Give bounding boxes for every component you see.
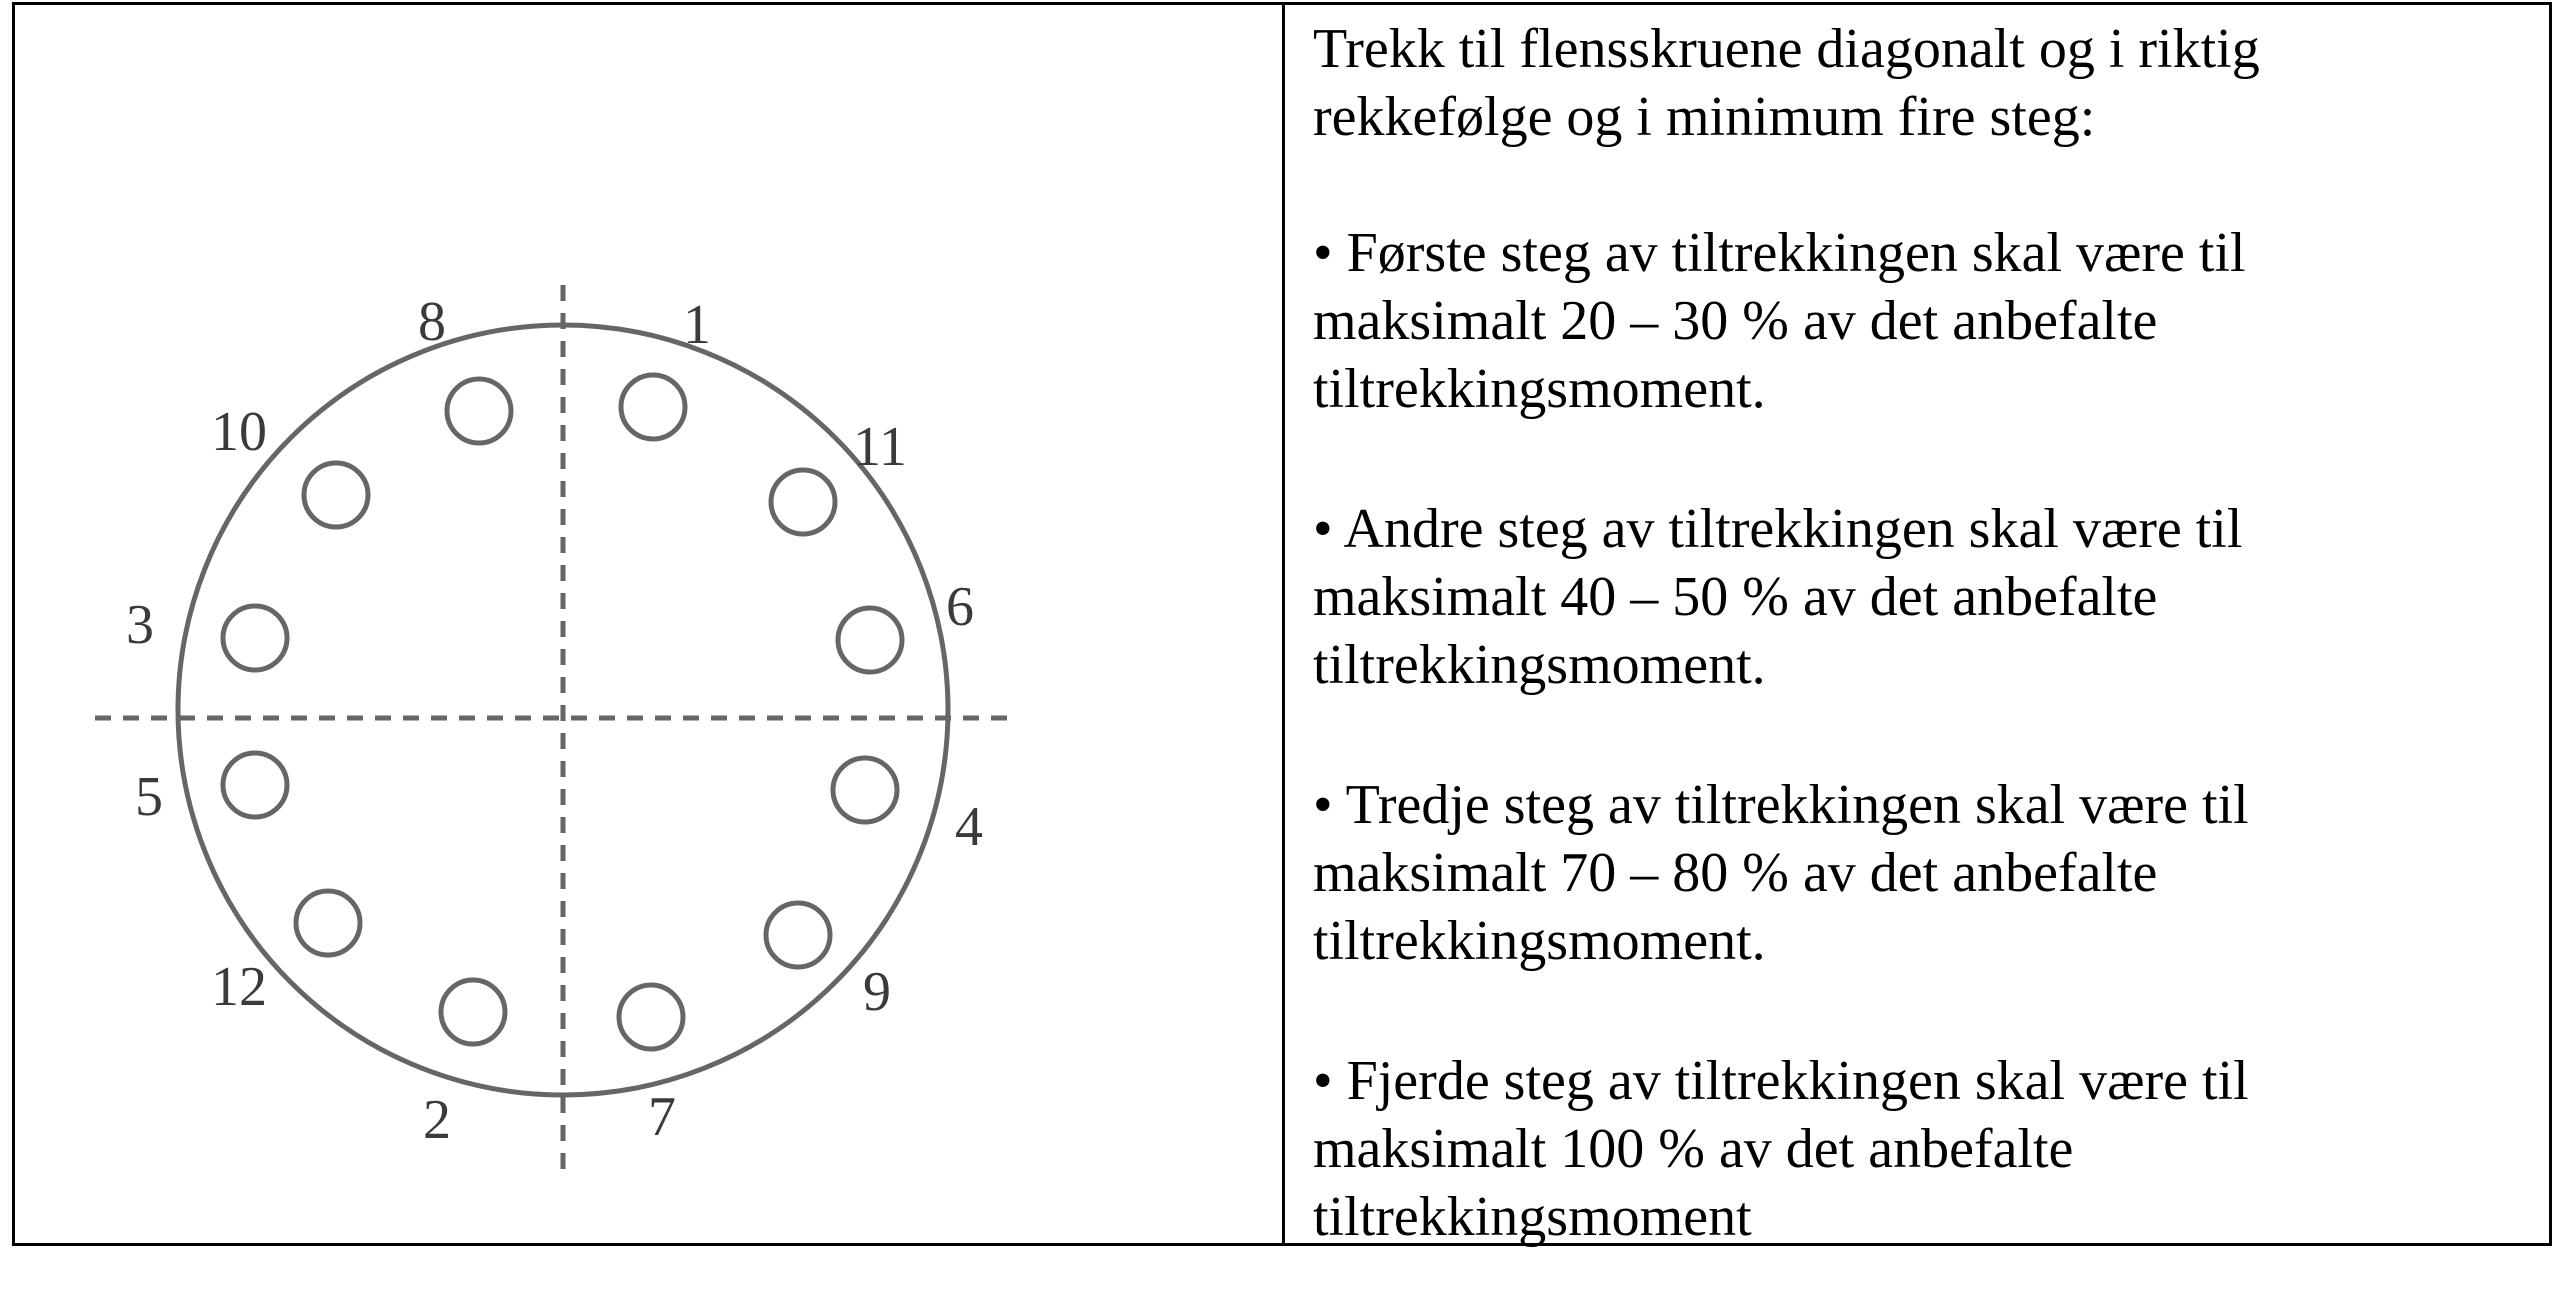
flange-bolt-diagram xyxy=(43,285,1023,1175)
bolt-label-3: 3 xyxy=(126,594,154,656)
instruction-table xyxy=(12,2,2552,1246)
bolt-label-4: 4 xyxy=(955,796,983,858)
step-1-bullet: • Første steg av tiltrekkingen skal være til maksimalt 20 – 30 % av det anbefalte tiltrekkingsmoment. xyxy=(1313,222,2246,420)
bolt-label-5: 5 xyxy=(135,766,163,828)
column-divider xyxy=(1282,5,1285,1243)
bolt-pattern-figure xyxy=(43,285,1023,1175)
bolt-label-12: 12 xyxy=(211,956,267,1018)
bolt-label-8: 8 xyxy=(418,291,446,353)
bolt-label-7: 7 xyxy=(648,1086,676,1148)
step-4-bullet: • Fjerde steg av tiltrekkingen skal være til maksimalt 100 % av det anbefalte tiltrekkingsmoment xyxy=(1313,1050,2249,1248)
step-3-bullet: • Tredje steg av tiltrekkingen skal være til maksimalt 70 – 80 % av det anbefalte tiltrekkingsmoment. xyxy=(1313,774,2249,972)
bolt-label-6: 6 xyxy=(946,576,974,638)
bolt-label-1: 1 xyxy=(683,294,711,356)
figure-cell xyxy=(15,5,1282,1243)
bolt-label-2: 2 xyxy=(423,1089,451,1151)
bolt-label-9: 9 xyxy=(863,961,891,1023)
bolt-label-11: 11 xyxy=(853,416,907,478)
intro-paragraph: Trekk til flensskruene diagonalt og i riktig rekkefølge og i minimum fire steg: xyxy=(1313,18,2260,148)
instruction-text-cell xyxy=(1313,5,2533,1248)
bolt-label-10: 10 xyxy=(211,401,267,463)
step-2-bullet: • Andre steg av tiltrekkingen skal være til maksimalt 40 – 50 % av det anbefalte tiltrekkingsmoment. xyxy=(1313,498,2243,696)
